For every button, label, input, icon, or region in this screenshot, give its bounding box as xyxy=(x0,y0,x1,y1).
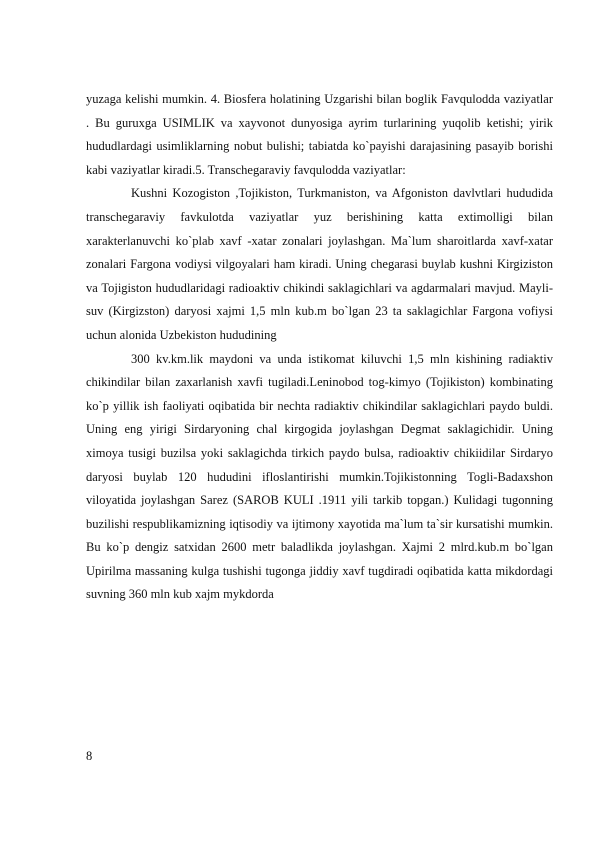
page-number: 8 xyxy=(86,749,93,763)
paragraph-3: 300 kv.km.lik maydoni va unda istikomat kiluvchi 1,5 mln kishining radiaktiv chikindilar bilan zaxarlanish xavfi tugiladi.Leninobod tog-kimyo (Tojikiston) kombinating ko`p yillik ish faoliyati oqibatida bir nechta radiaktiv chikindilar saklagichlari paydo buldi. Uning eng yirigi Sirdaryoning chal kirgogida joylashgan Degmat saklagichidir. Uning ximoya tusigi buzilsa yoki saklagichda tirkich paydo bulsa, radioaktiv chikiidilar Sirdaryo daryosi buylab 120 hududini ifloslantirishi mumkin.Tojikistonning Togli-Badaxshon viloyatida joylashgan Sarez (SAROB KULI .1911 yili tarkib topgan.) Kulidagi tugonning buzilishi respublikamizning iqtisodiy va ijtimony xayotida ma`lum ta`sir kursatishi mumkin. Bu ko`p dengiz satxidan 2600 metr baladlikda joylashgan. Xajmi 2 mlrd.kub.m bo`lgan Upirilma massaning kulga tushishi tugonga jiddiy xavf tugdiradi oqibatida katta mikdordagi suvning 360 mln kub xajm mykdorda xyxy=(86,351,553,602)
body-text xyxy=(86,88,553,607)
paragraph-1: yuzaga kelishi mumkin. 4. Biosfera holatining Uzgarishi bilan boglik Favqulodda vaziyatlar . Bu guruxga USIMLIK va xayvonot dunyosiga ayrim turlarining yuqolib ketishi; yirik hududlardagi usimliklarning nobut bulishi; tabiatda ko`payishi darajasining pasayib borishi kabi vaziyatlar kiradi.5. Transchegaraviy favqulodda vaziyatlar: xyxy=(86,92,553,177)
paragraph-2: Kushni Kozogiston ,Tojikiston, Turkmaniston, va Afgoniston davlvtlari hududida transchegaraviy favkulotda vaziyatlar yuz berishining katta extimolligi bilan xarakterlanuvchi ko`plab xavf -xatar zonalari joylashgan. Ma`lum sharoitlarda xavf-xatar zonalari Fargona vodiysi vilgoyalari ham kiradi. Uning chegarasi buylab kushni Kirgiziston va Tojigiston hududlaridagi radioaktiv chikindi saklagichlari va agdarmalari mavjud. Mayli-suv (Kirgizston) daryosi xajmi 1,5 mln kub.m bo`lgan 23 ta saklagichlar Fargona vofiysi uchun alonida Uzbekiston hududining xyxy=(86,186,553,342)
